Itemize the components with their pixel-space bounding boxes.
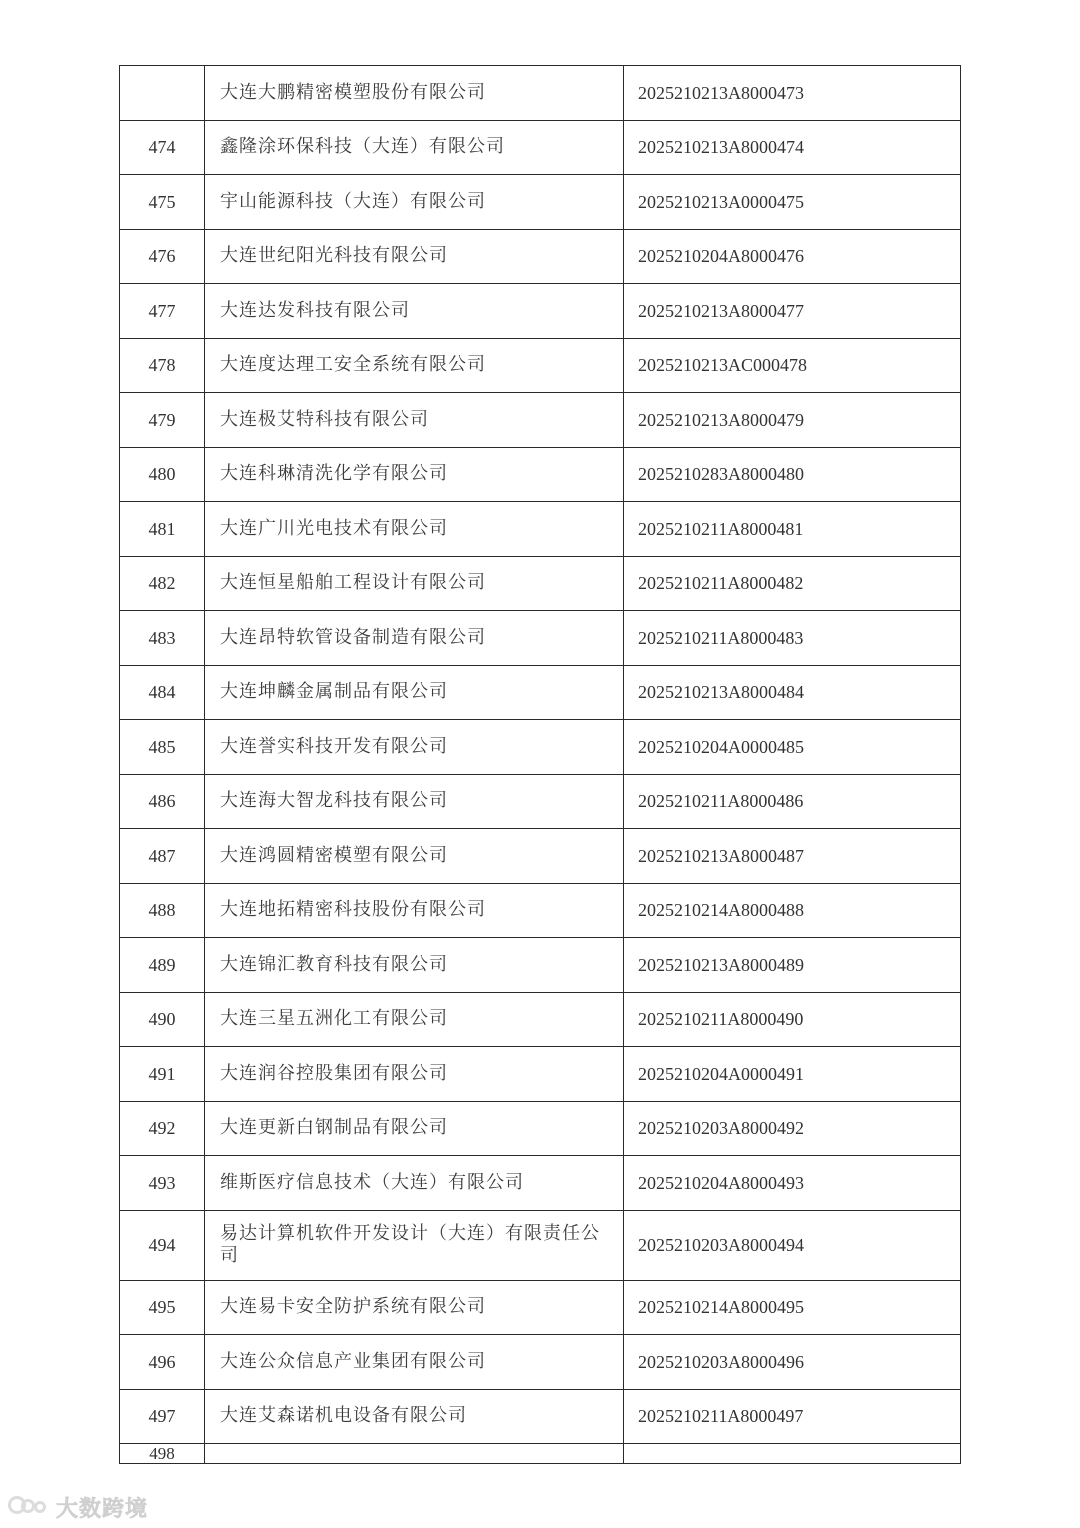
table-row xyxy=(120,774,961,829)
table-row xyxy=(120,611,961,666)
table-row xyxy=(120,447,961,502)
row-number-cell: 479 xyxy=(120,393,205,448)
company-name-cell: 鑫隆涂环保科技（大连）有限公司 xyxy=(205,120,624,175)
row-number-cell: 477 xyxy=(120,284,205,339)
registration-code-cell: 2025210204A8000476 xyxy=(624,229,961,284)
registration-code-cell: 2025210213A8000474 xyxy=(624,120,961,175)
company-name-cell: 大连誉实科技开发有限公司 xyxy=(205,720,624,775)
table-row xyxy=(120,1210,961,1280)
registration-code-cell: 2025210204A0000485 xyxy=(624,720,961,775)
row-number-cell: 484 xyxy=(120,665,205,720)
company-name-cell: 大连科琳清洗化学有限公司 xyxy=(205,447,624,502)
company-name-cell: 大连更新白钢制品有限公司 xyxy=(205,1101,624,1156)
company-name-cell: 大连地拓精密科技股份有限公司 xyxy=(205,883,624,938)
row-number-cell: 482 xyxy=(120,556,205,611)
company-name-cell: 大连达发科技有限公司 xyxy=(205,284,624,339)
company-name-cell: 大连坤麟金属制品有限公司 xyxy=(205,665,624,720)
table-row xyxy=(120,1280,961,1335)
row-number-cell: 476 xyxy=(120,229,205,284)
row-number-cell: 497 xyxy=(120,1389,205,1444)
registration-code-cell: 2025210213A8000489 xyxy=(624,938,961,993)
watermark-text: 大数跨境 xyxy=(56,1496,149,1522)
row-number-cell: 483 xyxy=(120,611,205,666)
registration-code-cell: 2025210211A8000483 xyxy=(624,611,961,666)
row-number-cell: 495 xyxy=(120,1280,205,1335)
table-row xyxy=(120,829,961,884)
row-number-cell: 498 xyxy=(120,1444,205,1464)
company-name-cell: 大连易卡安全防护系统有限公司 xyxy=(205,1280,624,1335)
table-row xyxy=(120,883,961,938)
registration-code-cell: 2025210211A8000486 xyxy=(624,774,961,829)
row-number-cell: 496 xyxy=(120,1335,205,1390)
table-row xyxy=(120,1101,961,1156)
registration-code-cell: 2025210214A8000488 xyxy=(624,883,961,938)
table-row xyxy=(120,992,961,1047)
row-number-cell: 485 xyxy=(120,720,205,775)
registration-code-cell: 2025210211A8000482 xyxy=(624,556,961,611)
company-name-cell: 维斯医疗信息技术（大连）有限公司 xyxy=(205,1156,624,1211)
registration-code-cell: 2025210213AC000478 xyxy=(624,338,961,393)
registration-code-cell: 2025210213A8000477 xyxy=(624,284,961,339)
table-row xyxy=(120,393,961,448)
registration-code-cell: 2025210211A8000497 xyxy=(624,1389,961,1444)
company-name-cell: 大连度达理工安全系统有限公司 xyxy=(205,338,624,393)
registration-code-cell: 2025210213A8000487 xyxy=(624,829,961,884)
row-number-cell: 474 xyxy=(120,120,205,175)
registration-code-cell: 2025210204A8000493 xyxy=(624,1156,961,1211)
row-number-cell: 478 xyxy=(120,338,205,393)
company-name-cell: 大连广川光电技术有限公司 xyxy=(205,502,624,557)
brand-logo-icon xyxy=(8,1494,52,1520)
company-name-cell: 大连世纪阳光科技有限公司 xyxy=(205,229,624,284)
table-row xyxy=(120,720,961,775)
registration-code-cell: 2025210214A8000495 xyxy=(624,1280,961,1335)
company-name-cell: 大连恒星船舶工程设计有限公司 xyxy=(205,556,624,611)
registration-code-cell: 2025210211A8000481 xyxy=(624,502,961,557)
row-number-cell: 489 xyxy=(120,938,205,993)
table-row xyxy=(120,229,961,284)
watermark xyxy=(8,1490,148,1524)
company-name-cell: 大连艾森诺机电设备有限公司 xyxy=(205,1389,624,1444)
table-row xyxy=(120,1335,961,1390)
registration-code-cell: 2025210213A8000473 xyxy=(624,66,961,121)
table-row xyxy=(120,1389,961,1444)
table-row xyxy=(120,556,961,611)
row-number-cell: 492 xyxy=(120,1101,205,1156)
row-number-cell: 481 xyxy=(120,502,205,557)
table-row xyxy=(120,938,961,993)
row-number-cell: 491 xyxy=(120,1047,205,1102)
row-number-cell: 494 xyxy=(120,1210,205,1280)
registration-code-cell: 2025210283A8000480 xyxy=(624,447,961,502)
company-name-cell: 大连海大智龙科技有限公司 xyxy=(205,774,624,829)
company-name-cell: 大连大鹏精密模塑股份有限公司 xyxy=(205,66,624,121)
table-row xyxy=(120,1444,961,1464)
registration-code-cell: 2025210211A8000490 xyxy=(624,992,961,1047)
registration-code-cell: 2025210213A0000475 xyxy=(624,175,961,230)
company-name-cell: 大连锦汇教育科技有限公司 xyxy=(205,938,624,993)
company-name-cell: 大连公众信息产业集团有限公司 xyxy=(205,1335,624,1390)
table-row xyxy=(120,1047,961,1102)
row-number-cell xyxy=(120,66,205,121)
table-row xyxy=(120,120,961,175)
registration-code-cell xyxy=(624,1444,961,1464)
row-number-cell: 488 xyxy=(120,883,205,938)
company-name-cell: 易达计算机软件开发设计（大连）有限责任公司 xyxy=(205,1210,624,1280)
registration-code-cell: 2025210203A8000492 xyxy=(624,1101,961,1156)
registration-code-cell: 2025210213A8000479 xyxy=(624,393,961,448)
registration-code-cell: 2025210203A8000494 xyxy=(624,1210,961,1280)
row-number-cell: 493 xyxy=(120,1156,205,1211)
registration-code-cell: 2025210213A8000484 xyxy=(624,665,961,720)
company-name-cell: 大连昂特软管设备制造有限公司 xyxy=(205,611,624,666)
company-name-cell xyxy=(205,1444,624,1464)
table-row xyxy=(120,338,961,393)
company-name-cell: 大连润谷控股集团有限公司 xyxy=(205,1047,624,1102)
row-number-cell: 486 xyxy=(120,774,205,829)
registration-code-cell: 2025210203A8000496 xyxy=(624,1335,961,1390)
company-name-cell: 大连极艾特科技有限公司 xyxy=(205,393,624,448)
company-name-cell: 大连鸿圆精密模塑有限公司 xyxy=(205,829,624,884)
table-row xyxy=(120,175,961,230)
company-list-table xyxy=(119,65,961,1464)
registration-code-cell: 2025210204A0000491 xyxy=(624,1047,961,1102)
company-name-cell: 宇山能源科技（大连）有限公司 xyxy=(205,175,624,230)
table-body xyxy=(120,66,961,1464)
row-number-cell: 487 xyxy=(120,829,205,884)
company-name-cell: 大连三星五洲化工有限公司 xyxy=(205,992,624,1047)
table-row xyxy=(120,284,961,339)
table-row xyxy=(120,1156,961,1211)
table-row xyxy=(120,665,961,720)
table-row xyxy=(120,502,961,557)
row-number-cell: 490 xyxy=(120,992,205,1047)
row-number-cell: 480 xyxy=(120,447,205,502)
table-row xyxy=(120,66,961,121)
row-number-cell: 475 xyxy=(120,175,205,230)
